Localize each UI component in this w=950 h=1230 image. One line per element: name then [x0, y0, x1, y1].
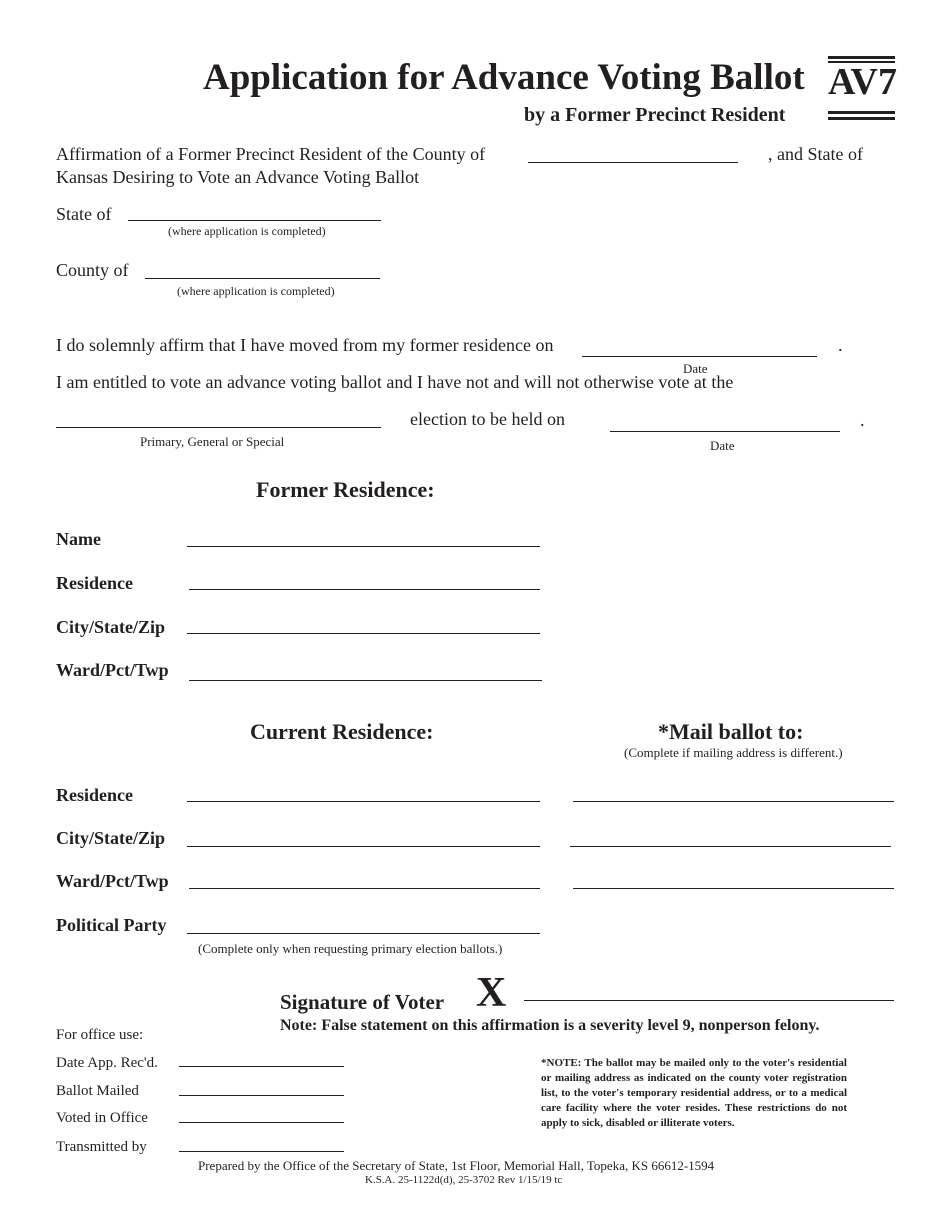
moved-statement: I do solemnly affirm that I have moved from my former residence on: [56, 335, 554, 355]
affirmation-line-1: Affirmation of a Former Precinct Resident of the County of: [56, 144, 486, 164]
signature-label: Signature of Voter: [280, 990, 445, 1014]
ballot-mailed-field[interactable]: [179, 1095, 344, 1096]
state-hint: (where application is completed): [168, 224, 326, 238]
current-city-label: City/State/Zip: [56, 828, 166, 848]
former-residence-heading: Former Residence:: [256, 477, 435, 502]
former-name-label: Name: [56, 529, 101, 549]
moved-period: .: [838, 335, 843, 355]
affirmation-state-text: , and State of: [768, 144, 863, 164]
badge-bottom-rule-2: [828, 117, 895, 120]
mail-ward-field[interactable]: [573, 888, 894, 889]
county-affirmation-field[interactable]: [528, 162, 738, 163]
moved-date-label: Date: [683, 361, 708, 376]
political-party-label: Political Party: [56, 915, 167, 935]
prepared-by: Prepared by the Office of the Secretary of State, 1st Floor, Memorial Hall, Topeka, KS 66612-1594: [198, 1158, 715, 1173]
mail-city-field[interactable]: [570, 846, 891, 847]
current-residence-heading: Current Residence:: [250, 719, 434, 744]
current-residence-field[interactable]: [187, 801, 540, 802]
date-received-label: Date App. Rec'd.: [56, 1055, 158, 1071]
date-received-field[interactable]: [179, 1066, 344, 1067]
signature-field[interactable]: [524, 1000, 894, 1001]
entitled-statement: I am entitled to vote an advance voting ballot and I have not and will not otherwise vote at the: [56, 372, 734, 392]
former-city-label: City/State/Zip: [56, 617, 166, 637]
former-city-field[interactable]: [187, 633, 540, 634]
mailing-restrictions-note: *NOTE: The ballot may be mailed only to the voter's residential or mailing address as indicated on the county voter registration list, to the voter's temporary residential address, or to a medical care facility where the voter resides. These restrictions do not apply to sick, disabled or illiterate voters.: [541, 1057, 847, 1129]
election-date-field[interactable]: [610, 431, 840, 432]
moved-date-field[interactable]: [582, 356, 817, 357]
form-subtitle: by a Former Precinct Resident: [524, 104, 786, 126]
former-residence-label: Residence: [56, 573, 133, 593]
former-name-field[interactable]: [187, 546, 540, 547]
election-period: .: [860, 410, 865, 430]
badge-top-rule: [828, 56, 895, 59]
form-code-badge: [828, 56, 895, 120]
former-ward-label: Ward/Pct/Twp: [56, 660, 169, 680]
signature-x-mark: X: [476, 970, 507, 1016]
current-city-field[interactable]: [187, 846, 540, 847]
affirmation-line-2: Kansas Desiring to Vote an Advance Voting Ballot: [56, 167, 420, 187]
county-label: County of: [56, 260, 129, 280]
mail-ballot-hint: (Complete if mailing address is different.): [624, 745, 843, 760]
county-field[interactable]: [145, 278, 380, 279]
transmitted-by-label: Transmitted by: [56, 1139, 147, 1155]
former-ward-field[interactable]: [189, 680, 542, 681]
transmitted-by-field[interactable]: [179, 1151, 344, 1152]
election-type-hint: Primary, General or Special: [140, 434, 285, 449]
election-type-field[interactable]: [56, 427, 381, 428]
badge-bottom-rule: [828, 111, 895, 114]
office-use-heading: For office use:: [56, 1027, 144, 1043]
mail-residence-field[interactable]: [573, 801, 894, 802]
ballot-mailed-label: Ballot Mailed: [56, 1083, 139, 1099]
election-statement: election to be held on: [410, 409, 565, 429]
election-date-label: Date: [710, 438, 735, 453]
county-hint: (where application is completed): [177, 284, 335, 298]
current-ward-label: Ward/Pct/Twp: [56, 871, 169, 891]
current-residence-label: Residence: [56, 785, 133, 805]
form-title: Application for Advance Voting Ballot: [203, 57, 805, 98]
voted-in-office-field[interactable]: [179, 1122, 344, 1123]
political-party-hint: (Complete only when requesting primary election ballots.): [198, 941, 503, 956]
mail-ballot-heading: *Mail ballot to:: [658, 719, 804, 744]
statute-reference: K.S.A. 25-1122d(d), 25-3702 Rev 1/15/19 tc: [365, 1174, 563, 1186]
felony-note: Note: False statement on this affirmation is a severity level 9, nonperson felony.: [280, 1017, 820, 1034]
state-label: State of: [56, 204, 112, 224]
political-party-field[interactable]: [187, 933, 540, 934]
state-field[interactable]: [128, 220, 381, 221]
voted-in-office-label: Voted in Office: [56, 1110, 148, 1126]
form-code: AV7: [828, 61, 897, 103]
current-ward-field[interactable]: [189, 888, 540, 889]
former-residence-field[interactable]: [189, 589, 540, 590]
